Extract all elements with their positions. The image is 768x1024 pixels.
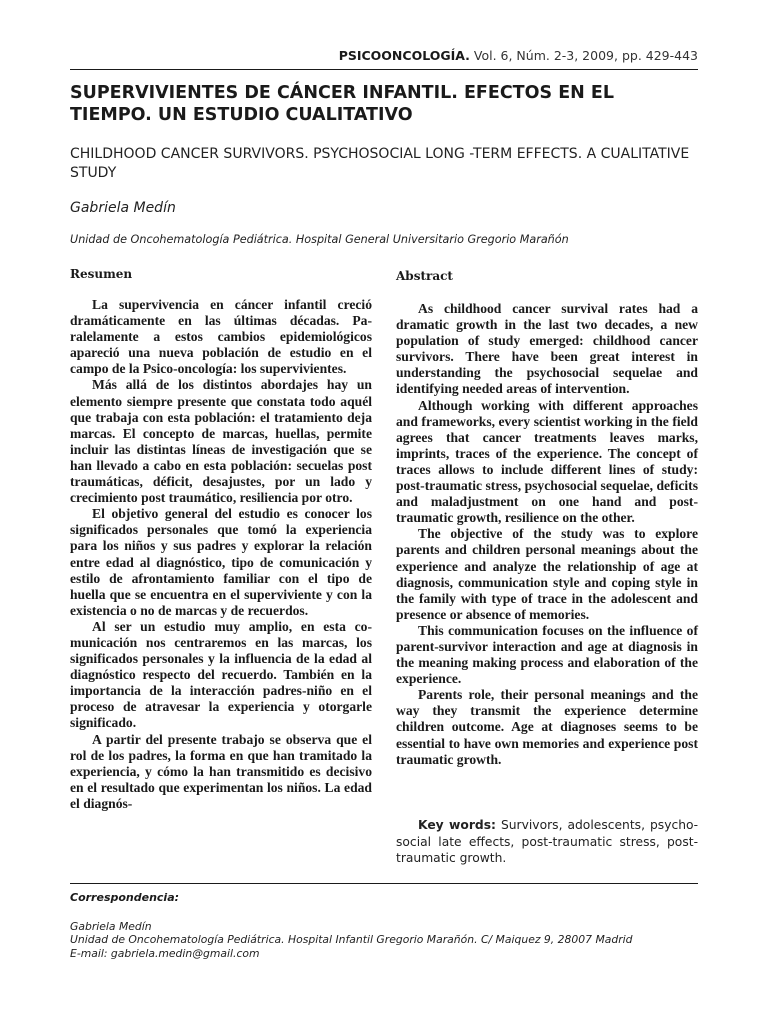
resumen-paragraph: Más allá de los distintos abordajes hay un elemento siempre presente que constata todo aquél que trabaja con esta población: el tratamiento deja marcas. El concepto de marcas, huellas, permite incluir las distintas líneas de investigación que se han llevado a cabo en esta población: secuelas post traumáticas, déficit, desajustes, por un lado y crecimiento post traumático, resiliencia por otro. (70, 377, 372, 506)
article-title-english: CHILDHOOD CANCER SURVIVORS. PSYCHOSOCIAL LONG -TERM EFFECTS. A CUALITATIVE STUDY (70, 146, 690, 181)
resumen-paragraph: La supervivencia en cáncer infantil creció dramáticamente en las últimas décadas. Paralelamente a estos cambios epidemiológicos apareció una nueva población de estudio en el campo de la Psico-oncología: los supervivientes. (70, 297, 372, 377)
keywords-list: Survivors, adolescents, psychosocial late effects, post-traumatic stress, posttraumatic growth. (396, 818, 698, 865)
keywords (396, 817, 698, 867)
keywords-label: Key words: (418, 818, 496, 832)
resumen-paragraph: Al ser un estudio muy amplio, en esta comunicación nos centraremos en las marcas, los significados personales y la influencia de la edad al diagnóstico respecto del recuerdo. También en la importancia de la interacción padres-niño en el proceso de atravesar la experiencia y otorgarle significado. (70, 618, 372, 731)
abstract-heading: Abstract (396, 269, 453, 283)
resumen-heading: Resumen (70, 267, 133, 281)
correspondence-label: Correspondencia: (70, 891, 180, 904)
journal-citation: Vol. 6, Núm. 2-3, 2009, pp. 429-443 (469, 48, 698, 63)
resumen-paragraph: A partir del presente trabajo se observa que el rol de los padres, la forma en que han tramitado la experiencia, y cómo la han transmitido es decisivo en el resultado que experimentan los niños. La edad el diagnós- (70, 731, 372, 811)
journal-name: PSICOONCOLOGÍA. (338, 48, 470, 63)
author-affiliation: Unidad de Oncohematología Pediátrica. Hospital General Universitario Gregorio Marañón (70, 233, 569, 246)
abstract-paragraph: As childhood cancer survival rates had a dramatic growth in the last two decades, a new population of study emerged: childhood cancer survivors. There have been great interest in understanding the psychosocial sequelae and identifying needed areas of intervention. (396, 301, 698, 397)
article-title-spanish: SUPERVIVIENTES DE CÁNCER INFANTIL. EFECTOS EN EL TIEMPO. UN ESTUDIO CUALITATIVO (70, 83, 614, 125)
resumen-paragraph: El objetivo general del estudio es conocer los significados personales que tomó la experiencia para los niños y sus padres y explorar la relación entre edad al diagnóstico, tipo de comunicación y estilo de afrontamiento familiar con el tipo de huella que se encuentra en el superviviente y con la existencia o no de marcas y de recuerdos. (70, 506, 372, 618)
author-name: Gabriela Medín (70, 200, 176, 216)
correspondence-name: Gabriela Medín (70, 920, 152, 933)
abstract-paragraph: Parents role, their personal meanings and the way they transmit the experience determine children outcome. Age at diagnoses seems to be essential to have own memories and experience post traumatic growth. (396, 687, 698, 767)
correspondence-block (70, 920, 710, 960)
footer-divider (70, 883, 698, 884)
running-header (339, 48, 698, 63)
resumen-body (70, 297, 372, 812)
abstract-paragraph: Although working with different approaches and frameworks, every scientist working in the field agrees that cancer treatments leaves marks, imprints, traces of the experience. The concept of traces allows to include different lines of study: post-traumatic stress, psychosocial sequelae, deficits and maladjustment on one hand and post-traumatic growth, resilience on the other. (396, 397, 698, 526)
correspondence-email[interactable]: E-mail: gabriela.medin@gmail.com (70, 946, 260, 960)
abstract-body (396, 301, 698, 768)
abstract-paragraph: The objective of the study was to explore parents and children personal meanings about the experience and analyze the relationship of age at diagnosis, communication style and coping style in the family with type of trace in the adolescent and presence or absence of memories. (396, 526, 698, 622)
correspondence-address: Unidad de Oncohematología Pediátrica. Hospital Infantil Gregorio Marañón. C/ Maiquez 9, 28007 Madrid (70, 933, 633, 947)
header-divider (70, 69, 698, 70)
abstract-paragraph: This communication focuses on the influence of parent-survivor interaction and age at diagnosis in the meaning making process and elaboration of the experience. (396, 622, 698, 687)
